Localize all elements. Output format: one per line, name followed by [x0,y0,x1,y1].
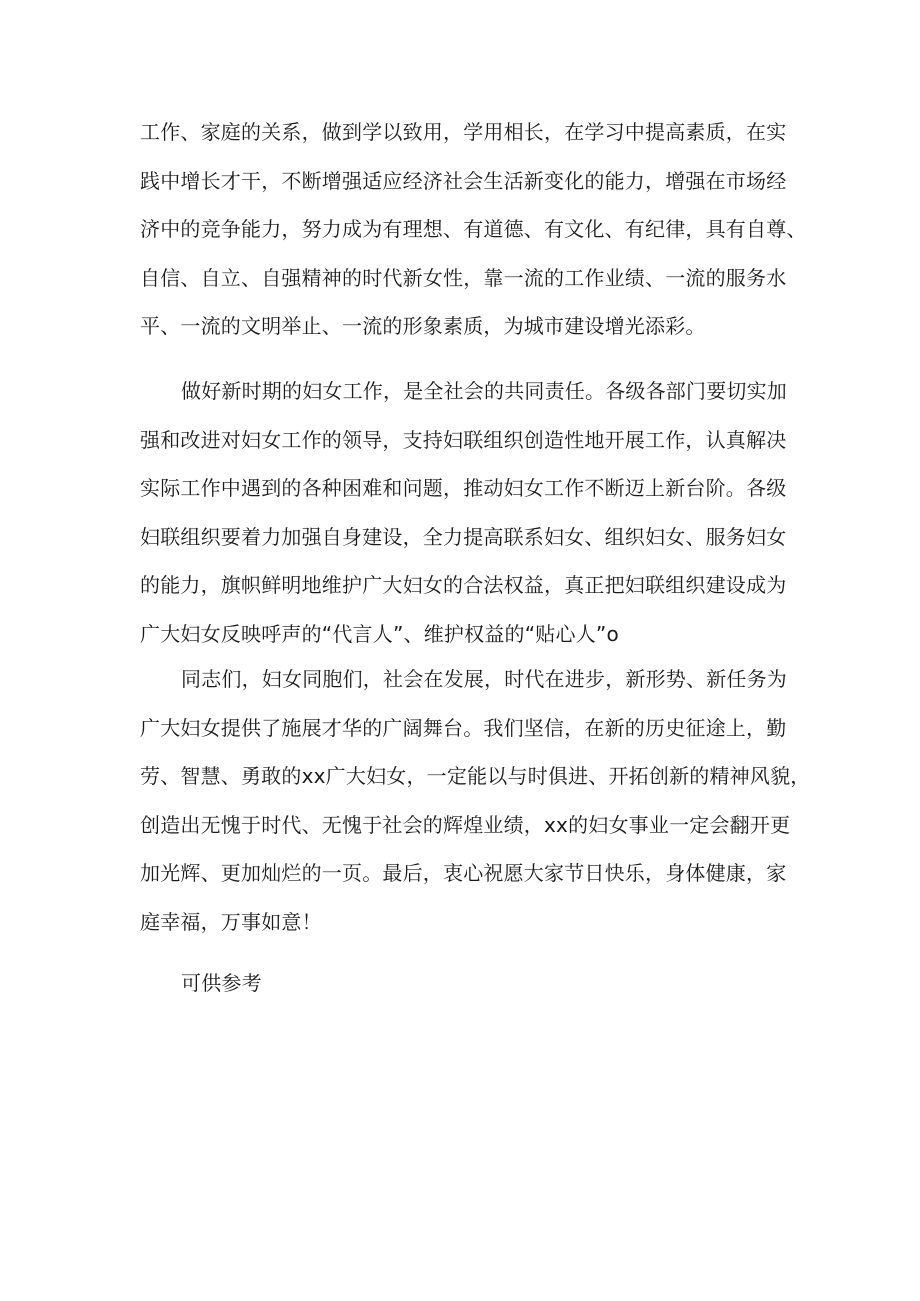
paragraph-line: 工作、家庭的关系，做到学以致用，学用相长，在学习中提高素质，在实 [140,120,787,144]
paragraph-line: 广大妇女反映呼声的“代言人”、维护权益的“贴心人”o [140,621,619,646]
paragraph-line: 强和改进对妇女工作的领导，支持妇联组织创造性地开展工作，认真解决 [140,427,787,452]
paragraph-line: 践中增长才干，不断增强适应经济社会生活新变化的能力，增强在市场经 [140,168,787,193]
paragraph-line: 同志们，妇女同胞们，社会在发展，时代在进步，新形势、新任务为 [181,667,787,691]
paragraph-line: 创造出无愧于时代、无愧于社会的辉煌业绩，xx的妇女事业一定会翻开更 [140,812,791,837]
paragraph-line: 劳、智慧、勇敢的xx广大妇女，一定能以与时俱进、开拓创新的精神风貌， [140,764,811,789]
paragraph-1 [140,108,807,351]
paragraph-line: 做好新时期的妇女工作，是全社会的共同责任。各级各部门要切实加 [181,379,787,403]
paragraph-line: 加光辉、更加灿烂的一页。最后，衷心祝愿大家节日快乐，身体健康，家 [140,861,787,886]
paragraph-line: 广大妇女提供了施展才华的广阔舞台。我们坚信，在新的历史征途上，勤 [140,715,787,740]
paragraph-line: 自信、自立、自强精神的时代新女性，靠一流的工作业绩、一流的服务水 [140,265,787,290]
paragraph-line: 济中的竞争能力，努力成为有理想、有道德、有文化、有纪律，具有自尊、 [140,217,807,242]
paragraph-line: 庭幸福，万事如意！ [140,909,322,934]
paragraph-line: 妇联组织要着力加强自身建设，全力提高联系妇女、组织妇女、服务妇女 [140,524,787,549]
paragraph-2 [140,367,787,659]
paragraph-4 [140,959,780,1008]
closing-note: 可供参考 [181,971,262,995]
paragraph-3 [140,655,811,947]
paragraph-line: 平、一流的文明举止、一流的形象素质，为城市建设增光添彩。 [140,314,706,339]
paragraph-line: 实际工作中遇到的各种困难和问题，推动妇女工作不断迈上新台阶。各级 [140,476,787,501]
paragraph-line: 的能力，旗帜鲜明地维护广大妇女的合法权益，真正把妇联组织建设成为 [140,573,787,598]
